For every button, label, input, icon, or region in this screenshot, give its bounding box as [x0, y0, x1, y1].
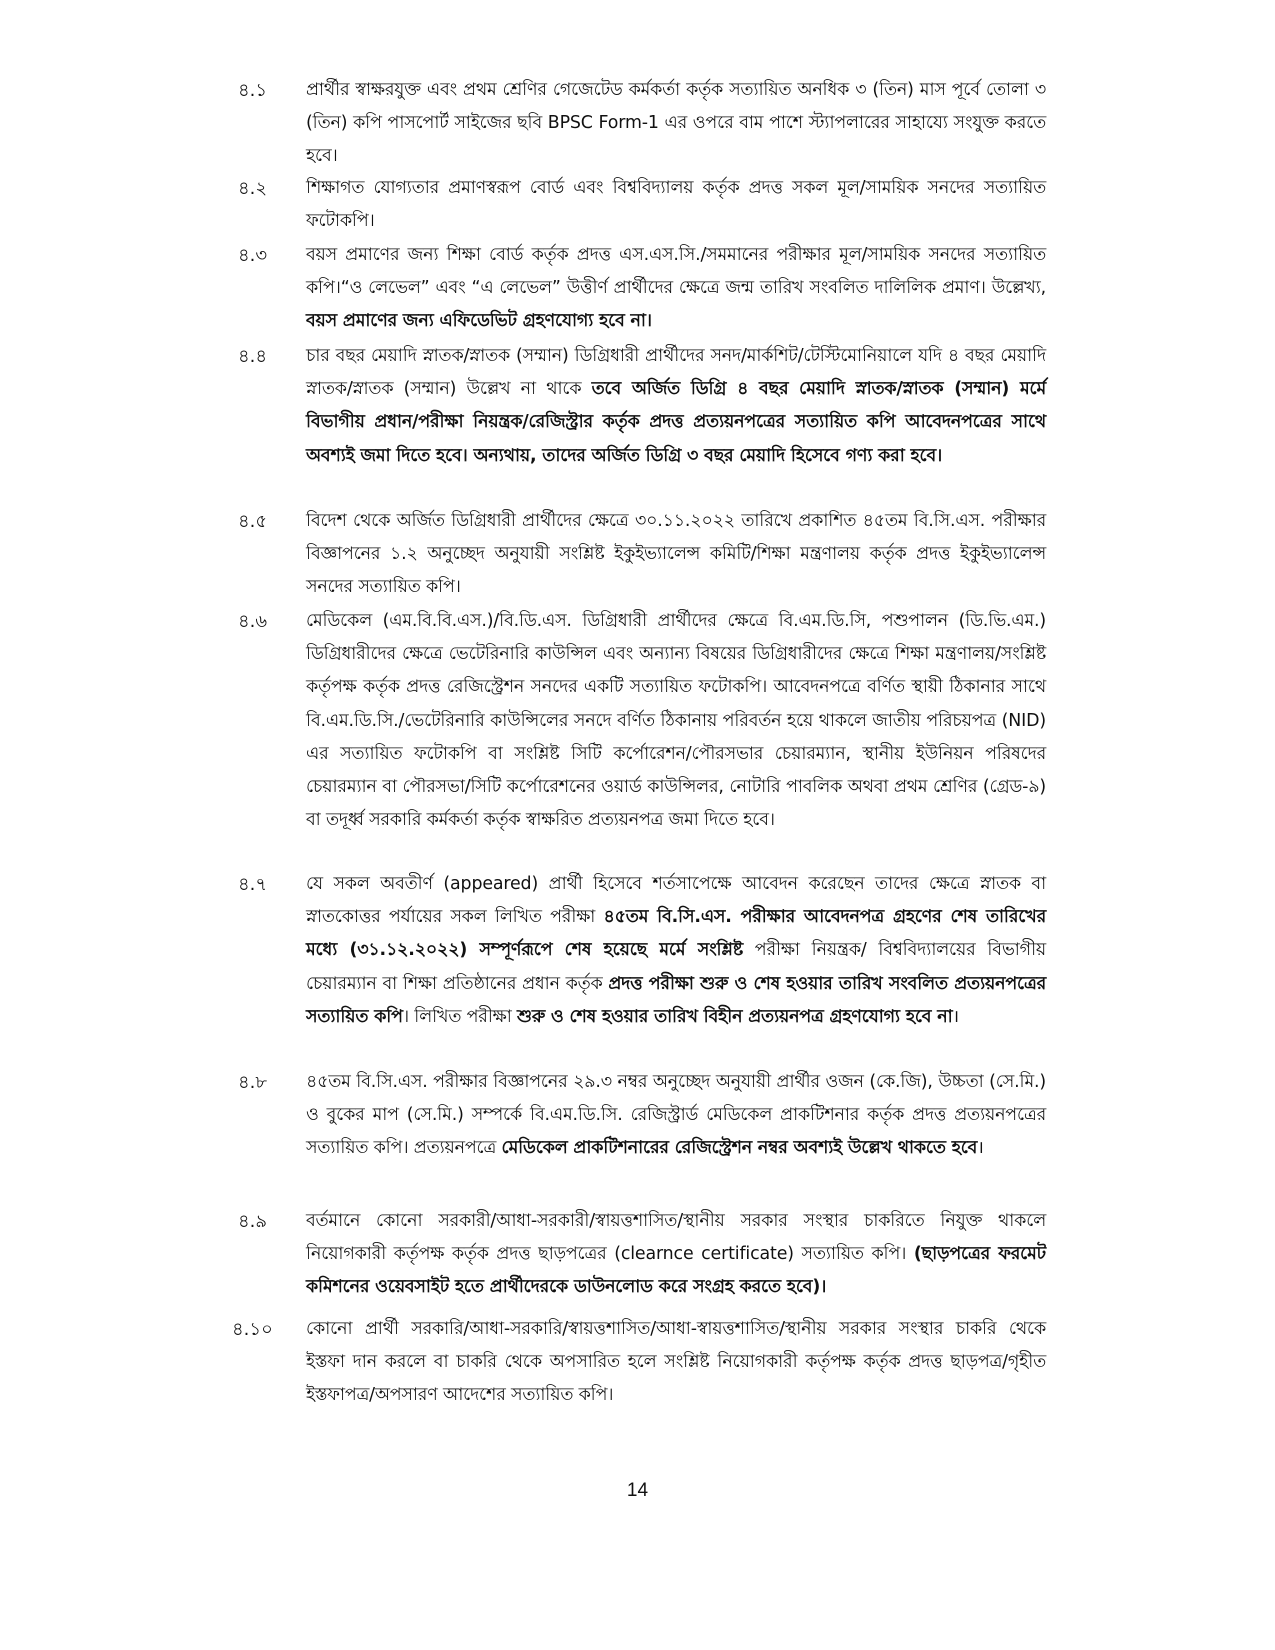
item-text	[306, 1066, 1046, 1166]
item-text	[306, 239, 1046, 339]
text-run: পরীক্ষা নিয়ন্ত্রক/ বিশ্ববিদ্যালয়ের বিভাগীয় চেয়ারম্যান বা শিক্ষা প্রতিষ্ঠানের প্রধান কর্তৃক	[306, 940, 1046, 994]
text-run: বিদেশ থেকে অর্জিত ডিগ্রিধারী প্রার্থীদের ক্ষেত্রে ৩০.১১.২০২২ তারিখে প্রকাশিত ৪৫তম বি.সি.এস. পরীক্ষার বিজ্ঞাপনের ১.২ অনুচ্ছেদ অনুযায়ী সংশ্লিষ্ট ইকুইভ্যালেন্স কমিটি/শিক্ষা মন্ত্রণালয় কর্তৃক প্রদত্ত ইকুইভ্যালেন্স সনদের সত্যায়িত কপি।	[306, 511, 1046, 598]
item-number: ৪.৯	[238, 1211, 268, 1232]
text-run: । লিখিত পরীক্ষা	[402, 1006, 518, 1027]
item-text	[306, 172, 1046, 238]
item-text	[306, 74, 1046, 174]
item-text	[306, 340, 1046, 473]
item-number: ৪.৪	[238, 346, 268, 367]
text-run: কোনো প্রার্থী সরকারি/আধা-সরকারি/স্বায়ত্তশাসিত/আধা-স্বায়ত্তশাসিত/স্থানীয় সরকার সংস্থার চাকরি থেকে ইস্তফা দান করলে বা চাকরি থেকে অপসারিত হলে সংশ্লিষ্ট নিয়োগকারী কর্তৃপক্ষ কর্তৃক প্রদত্ত ছাড়পত্র/গৃহীত ইস্তফাপত্র/অপসারণ আদেশের সত্যায়িত কপি।	[306, 1319, 1046, 1406]
bold-text-run: বয়স প্রমাণের জন্য এফিডেভিট গ্রহণযোগ্য হবে না।	[306, 311, 652, 332]
bold-text-run: ৪৫তম বি.সি.এস. পরীক্ষার আবেদনপত্র গ্রহণের শেষ তারিখের মধ্যে (৩১.১২.২০২২) সম্পূর্ণরূপে শেষ হয়েছে মর্মে সংশ্লিষ্ট	[306, 907, 1046, 961]
text-run: প্রার্থীর স্বাক্ষরযুক্ত এবং প্রথম শ্রেণির গেজেটেড কর্মকর্তা কর্তৃক সত্যায়িত অনধিক ৩ (তিন) মাস পূর্বে তোলা ৩ (তিন) কপি পাসপোর্ট সাইজের ছবি BPSC Form-1 এর ওপরে বাম পাশে স্ট্যাপলারের সাহায্যে সংযুক্ত করতে হবে।	[306, 80, 1046, 167]
text-run: বর্তমানে কোনো সরকারী/আধা-সরকারী/স্বায়ত্তশাসিত/স্থানীয় সরকার সংস্থার চাকরিতে নিযুক্ত থাকলে নিয়োগকারী কর্তৃপক্ষ কর্তৃক প্রদত্ত ছাড়পত্রের (clearnce certificate) সত্যায়িত কপি।	[306, 1211, 1046, 1265]
item-number: ৪.২	[238, 178, 268, 199]
item-text	[306, 1313, 1046, 1413]
bold-text-run: শুরু ও শেষ হওয়ার তারিখ বিহীন প্রত্যয়নপত্র গ্রহণযোগ্য হবে না	[517, 1006, 953, 1027]
text-run: ৪৫তম বি.সি.এস. পরীক্ষার বিজ্ঞাপনের ২৯.৩ নম্বর অনুচ্ছেদ অনুযায়ী প্রার্থীর ওজন (কে.জি), উচ্চতা (সে.মি.) ও বুকের মাপ (সে.মি.) সম্পর্কে বি.এম.ডি.সি. রেজিস্ট্রার্ড মেডিকেল প্রাকটিশনার কর্তৃক প্রদত্ত প্রত্যয়নপত্রের সত্যায়িত কপি। প্রত্যয়নপত্রে	[306, 1072, 1046, 1159]
item-number: ৪.৬	[238, 611, 268, 632]
item-text	[306, 1205, 1046, 1305]
bold-text-run: মেডিকেল প্রাকটিশনারের রেজিস্ট্রেশন নম্বর অবশ্যই উল্লেখ থাকতে হবে	[501, 1138, 978, 1159]
page-number: 14	[626, 1480, 649, 1501]
item-number: ৪.৩	[238, 245, 268, 266]
bold-text-run: প্রদত্ত পরীক্ষা শুরু ও শেষ হওয়ার তারিখ সংবলিত প্রত্যয়নপত্রের সত্যায়িত কপি	[306, 973, 1047, 1027]
item-number: ৪.১	[238, 80, 268, 101]
item-text	[306, 505, 1046, 605]
item-text	[306, 605, 1046, 837]
item-number: ৪.৫	[238, 511, 268, 532]
text-run: ।	[977, 1138, 984, 1159]
text-run: বয়স প্রমাণের জন্য শিক্ষা বোর্ড কর্তৃক প্রদত্ত এস.এস.সি./সমমানের পরীক্ষার মূল/সাময়িক সনদের সত্যায়িত কপি।“ও লেভেল” এবং “এ লেভেল” উত্তীর্ণ প্রার্থীদের ক্ষেত্রে জন্ম তারিখ সংবলিত দালিলিক প্রমাণ। উল্লেখ্য,	[306, 245, 1046, 299]
text-run: যে সকল অবতীর্ণ (appeared) প্রার্থী হিসেবে শর্তসাপেক্ষে আবেদন করেছেন তাদের ক্ষেত্রে স্নাতক বা স্নাতকোত্তর পর্যায়ের সকল লিখিত পরীক্ষা	[306, 874, 1046, 928]
item-text	[306, 868, 1046, 1034]
text-run: শিক্ষাগত যোগ্যতার প্রমাণস্বরূপ বোর্ড এবং বিশ্ববিদ্যালয় কর্তৃক প্রদত্ত সকল মূল/সাময়িক সনদের সত্যায়িত ফটোকপি।	[306, 178, 1046, 232]
bold-text-run: তবে অর্জিত ডিগ্রি ৪ বছর মেয়াদি স্নাতক/স্নাতক (সম্মান) মর্মে বিভাগীয় প্রধান/পরীক্ষা নিয়ন্ত্রক/রেজিস্ট্রার কর্তৃক প্রদত্ত প্রত্যয়নপত্রের সত্যায়িত কপি আবেদনপত্রের সাথে অবশ্যই জমা দিতে হবে। অন্যথায়, তাদের অর্জিত ডিগ্রি ৩ বছর মেয়াদি হিসেবে গণ্য করা হবে।	[306, 379, 1047, 466]
item-number: ৪.৮	[238, 1072, 268, 1093]
text-run: মেডিকেল (এম.বি.বি.এস.)/বি.ডি.এস. ডিগ্রিধারী প্রার্থীদের ক্ষেত্রে বি.এম.ডি.সি, পশুপালন (ডি.ভি.এম.) ডিগ্রিধারীদের ক্ষেত্রে ভেটেরিনারি কাউন্সিল এবং অন্যান্য বিষয়ের ডিগ্রিধারীদের ক্ষেত্রে শিক্ষা মন্ত্রণালয়/সংশ্লিষ্ট কর্তৃপক্ষ কর্তৃক প্রদত্ত রেজিস্ট্রেশন সনদের একটি সত্যায়িত ফটোকপি। আবেদনপত্রে বর্ণিত স্থায়ী ঠিকানার সাথে বি.এম.ডি.সি./ভেটেরিনারি কাউন্সিলের সনদে বর্ণিত ঠিকানায় পরিবর্তন হয়ে থাকলে জাতীয় পরিচয়পত্র (NID) এর সত্যায়িত ফটোকপি বা সংশ্লিষ্ট সিটি কর্পোরেশন/পৌরসভার চেয়ারম্যান, স্থানীয় ইউনিয়ন পরিষদের চেয়ারম্যান বা পৌরসভা/সিটি কর্পোরেশনের ওয়ার্ড কাউন্সিলর, নোটারি পাবলিক অথবা প্রথম শ্রেণির (গ্রেড-৯) বা তদূর্ধ্ব সরকারি কর্মকর্তা কর্তৃক স্বাক্ষরিত প্রত্যয়নপত্র জমা দিতে হবে।	[306, 611, 1046, 831]
bold-text-run: (ছাড়পত্রের ফরমেট কমিশনের ওয়েবসাইট হতে প্রার্থীদেরকে ডাউনলোড করে সংগ্রহ করতে হবে)।	[306, 1244, 1046, 1298]
text-run: ।	[952, 1006, 959, 1027]
item-number: ৪.১০	[232, 1319, 273, 1340]
item-number: ৪.৭	[238, 874, 268, 895]
text-run: চার বছর মেয়াদি স্নাতক/স্নাতক (সম্মান) ডিগ্রিধারী প্রার্থীদের সনদ/মার্কশিট/টেস্টিমোনিয়ালে যদি ৪ বছর মেয়াদি স্নাতক/স্নাতক (সম্মান) উল্লেখ না থাকে	[306, 346, 1046, 400]
